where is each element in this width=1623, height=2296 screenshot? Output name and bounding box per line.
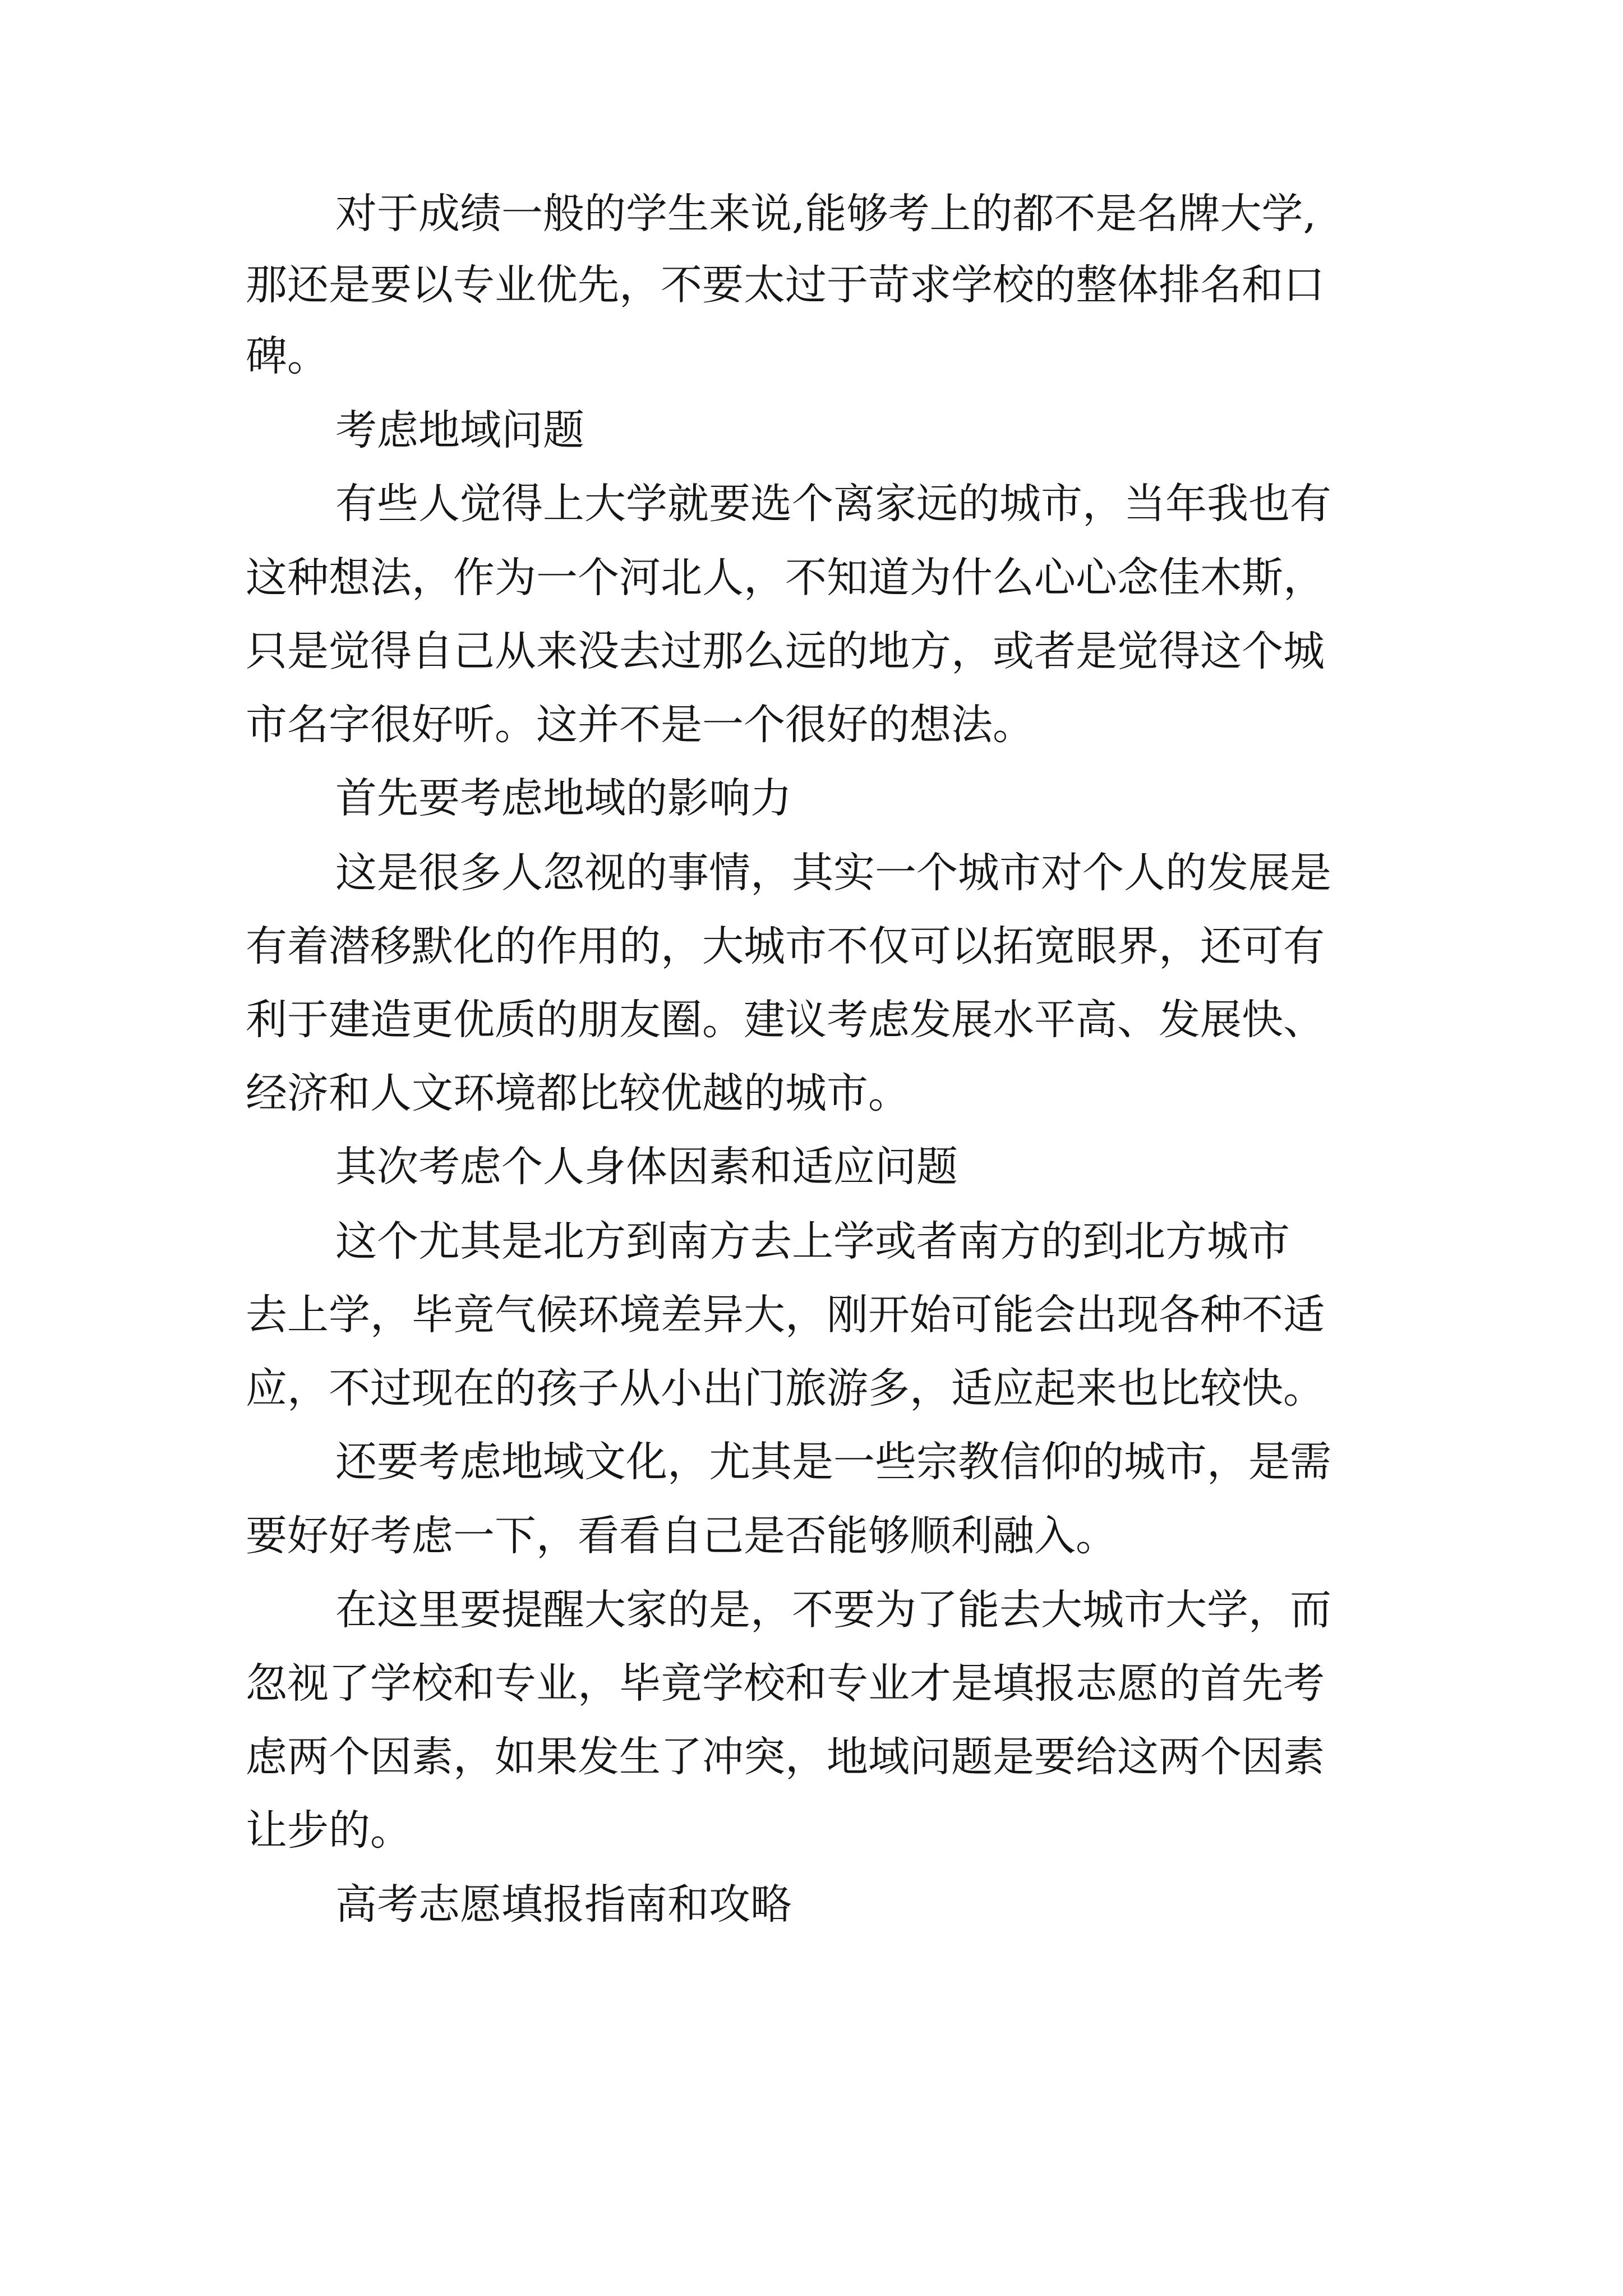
paragraph-line: 去上学，毕竟气候环境差异大，刚开始可能会出现各种不适	[246, 1291, 1325, 1339]
paragraph-line: 让步的。	[246, 1806, 412, 1855]
paragraph-line: 应，不过现在的孩子从小出门旅游多，适应起来也比较快。	[246, 1364, 1325, 1412]
paragraph-line: 在这里要提醒大家的是，不要为了能去大城市大学，而	[335, 1586, 1331, 1634]
paragraph-line: 有着潜移默化的作用的，大城市不仅可以拓宽眼界，还可有	[246, 922, 1325, 970]
section-heading: 考虑地域问题	[335, 406, 584, 454]
paragraph-line: 对于成绩一般的学生来说,能够考上的都不是名牌大学,	[335, 190, 1317, 238]
paragraph-line: 忽视了学校和专业，毕竟学校和专业才是填报志愿的首先考	[246, 1659, 1325, 1708]
section-heading: 首先要考虑地域的影响力	[335, 774, 792, 822]
paragraph-line: 有些人觉得上大学就要选个离家远的城市，当年我也有	[335, 480, 1331, 528]
paragraph-line: 经济和人文环境都比较优越的城市。	[246, 1069, 910, 1117]
paragraph-line: 虑两个因素，如果发生了冲突，地域问题是要给这两个因素	[246, 1733, 1325, 1781]
paragraph-line: 利于建造更优质的朋友圈。建议考虑发展水平高、发展快、	[246, 996, 1325, 1044]
paragraph-line: 要好好考虑一下，看看自己是否能够顺利融入。	[246, 1512, 1117, 1560]
paragraph-line: 这个尤其是北方到南方去上学或者南方的到北方城市	[335, 1217, 1290, 1266]
paragraph-line: 市名字很好听。这并不是一个很好的想法。	[246, 701, 1034, 749]
paragraph-line: 这种想法，作为一个河北人，不知道为什么心心念佳木斯，	[246, 554, 1325, 602]
paragraph-line: 这是很多人忽视的事情，其实一个城市对个人的发展是	[335, 849, 1331, 897]
section-heading: 其次考虑个人身体因素和适应问题	[335, 1143, 958, 1191]
paragraph-line: 只是觉得自己从来没去过那么远的地方，或者是觉得这个城	[246, 627, 1325, 675]
paragraph-line: 还要考虑地域文化，尤其是一些宗教信仰的城市，是需	[335, 1438, 1331, 1486]
paragraph-line: 那还是要以专业优先，不要太过于苛求学校的整体排名和口	[246, 261, 1325, 309]
paragraph-line: 碑。	[246, 332, 329, 380]
section-heading: 高考志愿填报指南和攻略	[335, 1880, 792, 1929]
